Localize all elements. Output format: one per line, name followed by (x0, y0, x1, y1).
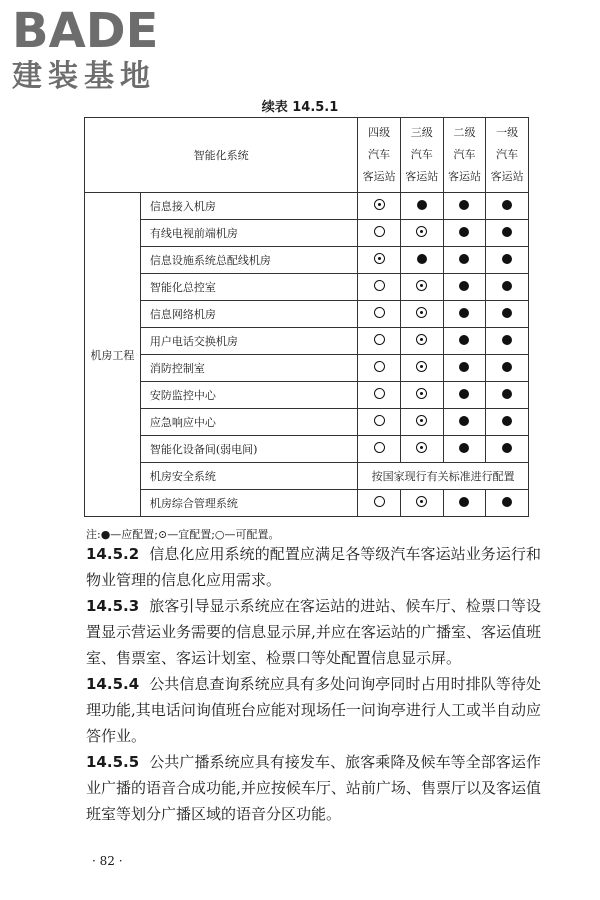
mark-cell (486, 274, 529, 301)
mark-cell (443, 328, 486, 355)
mark-cell (400, 274, 443, 301)
table-row (85, 193, 529, 220)
hollow-circle-icon (374, 226, 385, 237)
mark-cell (486, 328, 529, 355)
mark-cell (486, 490, 529, 517)
merged-note-cell: 按国家现行有关标准进行配置 (358, 463, 529, 490)
table-row (85, 490, 529, 517)
mark-cell (400, 220, 443, 247)
hollow-circle-icon (374, 307, 385, 318)
table-title: 续表 14.5.1 (261, 100, 339, 115)
table-row (85, 220, 529, 247)
hollow-circle-icon (374, 415, 385, 426)
table-row (85, 436, 529, 463)
row-name: 智能化设备间(弱电间) (140, 436, 357, 463)
mark-cell (358, 274, 401, 301)
mark-cell (486, 436, 529, 463)
row-name: 安防监控中心 (140, 382, 357, 409)
mark-cell (443, 382, 486, 409)
clause-text: 信息化应用系统的配置应满足各等级汽车客运站业务运行和物业管理的信息化应用需求。 (86, 545, 541, 589)
header-level-2: 二级 汽车 客运站 (443, 118, 486, 193)
filled-circle-icon (459, 281, 469, 291)
filled-circle-icon (459, 416, 469, 426)
mark-cell (358, 436, 401, 463)
dotted-circle-icon (416, 361, 427, 372)
filled-circle-icon (417, 200, 427, 210)
mark-cell (400, 382, 443, 409)
row-name: 信息设施系统总配线机房 (140, 247, 357, 274)
table-row (85, 409, 529, 436)
filled-circle-icon (502, 389, 512, 399)
filled-circle-icon (459, 497, 469, 507)
logo-subtitle: 建装基地 (12, 59, 156, 94)
mark-cell (400, 328, 443, 355)
header-level-4: 四级 汽车 客运站 (358, 118, 401, 193)
hollow-circle-icon (374, 361, 385, 372)
row-name: 智能化总控室 (140, 274, 357, 301)
clause-number: 14.5.4 (86, 675, 140, 693)
mark-cell (443, 247, 486, 274)
filled-circle-icon (502, 335, 512, 345)
dotted-circle-icon (416, 442, 427, 453)
clause-number: 14.5.3 (86, 597, 140, 615)
filled-circle-icon (502, 416, 512, 426)
clause-number: 14.5.2 (86, 545, 140, 563)
row-name: 机房综合管理系统 (140, 490, 357, 517)
filled-circle-icon (502, 308, 512, 318)
mark-cell (443, 490, 486, 517)
hollow-circle-icon (374, 496, 385, 507)
row-name: 用户电话交换机房 (140, 328, 357, 355)
table-header-row (85, 118, 529, 193)
filled-circle-icon (502, 227, 512, 237)
mark-cell (358, 382, 401, 409)
bade-logo (12, 3, 182, 98)
config-table (84, 117, 529, 517)
row-name: 信息接入机房 (140, 193, 357, 220)
header-level-1: 一级 汽车 客运站 (486, 118, 529, 193)
table-row (85, 301, 529, 328)
dotted-circle-icon (416, 496, 427, 507)
filled-circle-icon (502, 254, 512, 264)
clause-14-5-2 (86, 541, 541, 593)
mark-cell (486, 355, 529, 382)
mark-cell (443, 409, 486, 436)
category-cell: 机房工程 (85, 193, 141, 517)
dotted-circle-icon (416, 307, 427, 318)
table-row (85, 328, 529, 355)
mark-cell (358, 220, 401, 247)
mark-cell (486, 247, 529, 274)
filled-circle-icon (502, 200, 512, 210)
filled-circle-icon (502, 497, 512, 507)
mark-cell (443, 193, 486, 220)
row-name: 应急响应中心 (140, 409, 357, 436)
mark-cell (486, 220, 529, 247)
mark-cell (486, 409, 529, 436)
clause-14-5-4 (86, 671, 541, 749)
mark-cell (358, 328, 401, 355)
mark-cell (443, 274, 486, 301)
filled-circle-icon (459, 227, 469, 237)
filled-circle-icon (459, 308, 469, 318)
table-row (85, 382, 529, 409)
mark-cell (443, 301, 486, 328)
clause-14-5-3 (86, 593, 541, 671)
header-level-3: 三级 汽车 客运站 (400, 118, 443, 193)
filled-circle-icon (502, 443, 512, 453)
mark-cell (358, 193, 401, 220)
mark-cell (486, 193, 529, 220)
filled-circle-icon (459, 362, 469, 372)
filled-circle-icon (459, 443, 469, 453)
mark-cell (400, 355, 443, 382)
mark-cell (358, 409, 401, 436)
filled-circle-icon (417, 254, 427, 264)
page-number: · 82 · (92, 854, 123, 868)
filled-circle-icon (502, 281, 512, 291)
filled-circle-icon (459, 200, 469, 210)
mark-cell (486, 301, 529, 328)
dotted-circle-icon (416, 388, 427, 399)
hollow-circle-icon (374, 334, 385, 345)
table-row (85, 247, 529, 274)
hollow-circle-icon (374, 388, 385, 399)
table-row (85, 463, 529, 490)
mark-cell (400, 436, 443, 463)
mark-cell (443, 355, 486, 382)
dotted-circle-icon (416, 415, 427, 426)
dotted-circle-icon (416, 226, 427, 237)
clause-number: 14.5.5 (86, 753, 140, 771)
row-name: 有线电视前端机房 (140, 220, 357, 247)
dotted-circle-icon (374, 199, 385, 210)
dotted-circle-icon (416, 280, 427, 291)
mark-cell (400, 301, 443, 328)
clause-text: 旅客引导显示系统应在客运站的进站、候车厅、检票口等设置显示营运业务需要的信息显示屏,并应在客运站的广播室、客运值班室、售票室、客运计划室、检票口等处配置信息显示屏。 (86, 597, 541, 667)
hollow-circle-icon (374, 442, 385, 453)
clause-14-5-5 (86, 749, 541, 827)
mark-cell (486, 382, 529, 409)
mark-cell (443, 436, 486, 463)
dotted-circle-icon (374, 253, 385, 264)
row-name: 机房安全系统 (140, 463, 357, 490)
mark-cell (400, 247, 443, 274)
filled-circle-icon (459, 389, 469, 399)
mark-cell (400, 409, 443, 436)
mark-cell (358, 247, 401, 274)
mark-cell (400, 193, 443, 220)
logo-brand: BADE (12, 3, 159, 59)
clause-text: 公共信息查询系统应具有多处问询亭同时占用时排队等待处理功能,其电话问询值班台应能对现场任一问询亭进行人工或半自动应答作业。 (86, 675, 541, 745)
row-name: 消防控制室 (140, 355, 357, 382)
mark-cell (358, 355, 401, 382)
table-row (85, 274, 529, 301)
mark-cell (358, 490, 401, 517)
hollow-circle-icon (374, 280, 385, 291)
filled-circle-icon (459, 335, 469, 345)
mark-cell (443, 220, 486, 247)
table-note: 注:●—应配置;⊙—宜配置;○—可配置。 (86, 528, 280, 541)
clause-text: 公共广播系统应具有接发车、旅客乘降及候车等全部客运作业广播的语音合成功能,并应按候车厅、站前广场、售票厅以及客运值班室等划分广播区域的语音分区功能。 (86, 753, 541, 823)
mark-cell (400, 490, 443, 517)
mark-cell (358, 301, 401, 328)
filled-circle-icon (502, 362, 512, 372)
filled-circle-icon (459, 254, 469, 264)
header-system: 智能化系统 (85, 118, 358, 193)
table-row (85, 355, 529, 382)
dotted-circle-icon (416, 334, 427, 345)
row-name: 信息网络机房 (140, 301, 357, 328)
